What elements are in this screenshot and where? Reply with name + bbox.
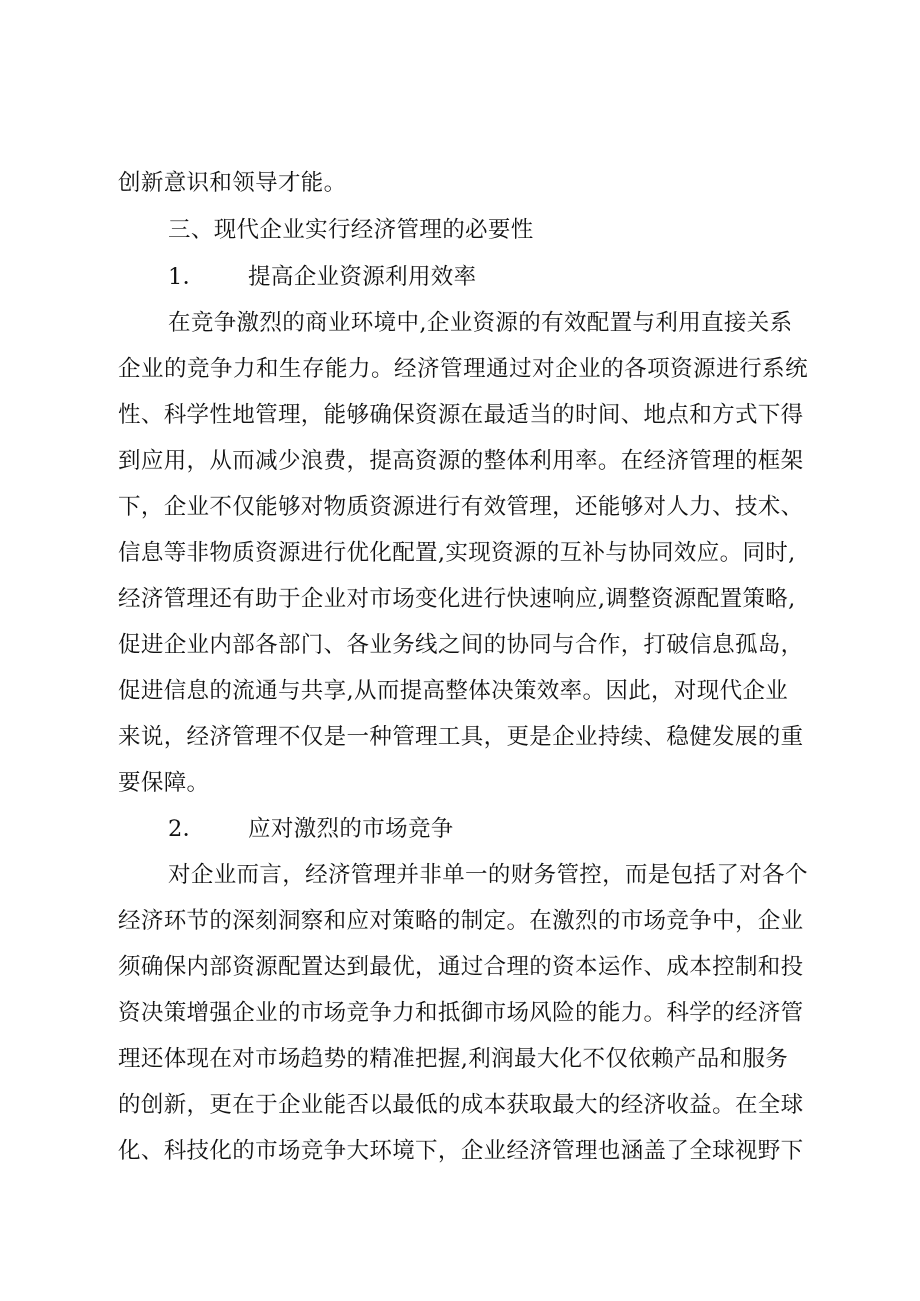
subsection-number: 2． [168,816,206,842]
subsection-title: 提高企业资源利用效率 [248,264,477,290]
paragraph-line [118,760,920,806]
paragraph-line [118,714,920,760]
section-heading [168,207,920,253]
line-text: 下，企业不仅能够对物质资源进行有效管理，还能够对人力、技术、 [118,494,804,520]
line-text: 到应用，从而减少浪费，提高资源的整体利用率。在经济管理的框架 [118,448,804,474]
subsection-number: 1． [168,264,206,290]
line-text: 经济管理还有助于企业对市场变化进行快速响应,调整资源配置策略, [118,586,796,612]
line-text: 的创新，更在于企业能否以最低的成本获取最大的经济收益。在全球 [118,1092,804,1118]
line-text: 在竞争激烈的商业环境中,企业资源的有效配置与利用直接关系 [168,310,793,336]
line-text: 企业的竞争力和生存能力。经济管理通过对企业的各项资源进行系统 [118,356,808,382]
line-text: 促进信息的流通与共享,从而提高整体决策效率。因此，对现代企业 [118,678,789,704]
subsection-heading-1 [168,254,920,300]
line-text: 要保障。 [118,770,210,796]
line-text: 须确保内部资源配置达到最优，通过合理的资本运作、成本控制和投 [118,954,804,980]
line-text: 信息等非物质资源进行优化配置,实现资源的互补与协同效应。同时, [118,540,796,566]
paragraph-line [118,944,920,990]
paragraph-line [118,1082,920,1128]
paragraph-line [118,438,920,484]
paragraph-line [118,576,920,622]
subsection-title: 应对激烈的市场竞争 [248,816,454,842]
line-text: 来说，经济管理不仅是一种管理工具，更是企业持续、稳健发展的重 [118,724,804,750]
paragraph-line [168,300,920,346]
line-text: 资决策增强企业的市场竞争力和抵御市场风险的能力。科学的经济管 [118,1000,804,1026]
paragraph-line [118,622,920,668]
line-text: 理还体现在对市场趋势的精准把握,利润最大化不仅依赖产品和服务 [118,1046,789,1072]
paragraph-line [118,1036,920,1082]
line-text: 创新意识和领导才能。 [118,170,347,196]
line-text: 化、科技化的市场竞争大环境下，企业经济管理也涵盖了全球视野下 [118,1138,804,1164]
subsection-heading-2 [168,806,920,852]
paragraph-line [168,852,920,898]
line-text: 性、科学性地管理，能够确保资源在最适当的时间、地点和方式下得 [118,402,804,428]
paragraph-line [118,346,808,392]
paragraph-line [118,990,920,1036]
paragraph-line [118,392,920,438]
line-text: 经济环节的深刻洞察和应对策略的制定。在激烈的市场竞争中，企业 [118,908,804,934]
heading-text: 三、现代企业实行经济管理的必要性 [168,217,534,243]
line-text: 促进企业内部各部门、各业务线之间的协同与合作，打破信息孤岛， [118,632,804,658]
paragraph-line [118,484,920,530]
paragraph-line [118,668,920,714]
paragraph-line [118,160,920,206]
paragraph-line [118,898,920,944]
line-text: 对企业而言，经济管理并非单一的财务管控，而是包括了对各个 [168,862,808,888]
paragraph-line [118,530,920,576]
paragraph-line [118,1128,920,1174]
